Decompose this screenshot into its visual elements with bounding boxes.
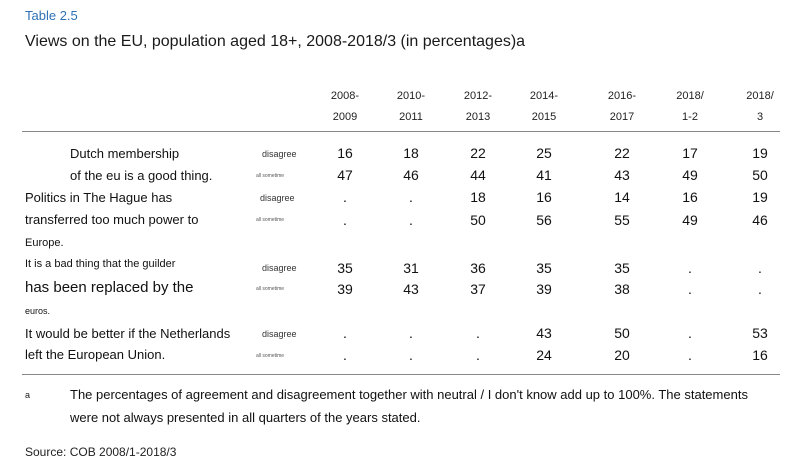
question-guilder-line3: euros. bbox=[25, 306, 51, 316]
table-cell: 24 bbox=[536, 347, 552, 363]
table-cell: . bbox=[409, 347, 413, 363]
column-header-2008-2009 bbox=[325, 86, 365, 128]
table-cell: 50 bbox=[470, 212, 486, 228]
agree-tag: all sometime bbox=[256, 217, 285, 223]
column-header-2018-1-2 bbox=[670, 86, 710, 128]
table-cell: 22 bbox=[470, 145, 486, 161]
footnote-line2: were not always presented in all quarters of the years stated. bbox=[70, 410, 421, 425]
table-cell: 44 bbox=[470, 167, 486, 183]
source-note: Source: COB 2008/1-2018/3 bbox=[25, 445, 177, 459]
table-cell: 50 bbox=[614, 325, 630, 341]
table-cell: 50 bbox=[752, 167, 768, 183]
column-header-line1: 2010- bbox=[396, 90, 426, 102]
question-leave-line2: left the European Union. bbox=[25, 347, 166, 362]
column-header-2012-2013 bbox=[458, 86, 498, 128]
column-header-line2: 2011 bbox=[399, 111, 423, 123]
table-cell: . bbox=[343, 347, 347, 363]
table-cell: 16 bbox=[752, 347, 768, 363]
table-cell: 35 bbox=[337, 260, 353, 276]
column-header-line1: 2014- bbox=[529, 90, 559, 102]
column-header-2018-3 bbox=[740, 86, 780, 128]
table-cell: 16 bbox=[682, 189, 698, 205]
table-cell: 41 bbox=[536, 167, 552, 183]
table-cell: . bbox=[688, 325, 692, 341]
column-header-line2: 3 bbox=[756, 111, 764, 123]
table-cell: 46 bbox=[752, 212, 768, 228]
table-cell: 39 bbox=[536, 281, 552, 297]
table-title: Views on the EU, population aged 18+, 2008-2018/3 (in percentages)a bbox=[25, 33, 526, 50]
table-cell: 25 bbox=[536, 145, 552, 161]
disagree-tag: disagree bbox=[262, 149, 297, 159]
column-header-line2: 2009 bbox=[332, 111, 358, 123]
table-cell: 49 bbox=[682, 167, 698, 183]
table-cell: 14 bbox=[614, 189, 630, 205]
column-header-line2: 2013 bbox=[465, 111, 491, 123]
table-cell: . bbox=[409, 212, 413, 228]
table-cell: 19 bbox=[752, 145, 768, 161]
column-header-line1: 2012- bbox=[463, 90, 493, 102]
table-cell: 43 bbox=[403, 281, 419, 297]
table-label: Table 2.5 bbox=[25, 8, 78, 23]
table-cell: 18 bbox=[403, 145, 419, 161]
table-cell: . bbox=[688, 347, 692, 363]
table-cell: . bbox=[688, 260, 692, 276]
table-cell: 22 bbox=[614, 145, 630, 161]
table-cell: . bbox=[688, 281, 692, 297]
table-cell: . bbox=[343, 325, 347, 341]
header-rule bbox=[22, 131, 780, 132]
footer-rule bbox=[22, 374, 780, 375]
question-hague-line1: Politics in The Hague has bbox=[25, 190, 173, 205]
table-cell: 39 bbox=[337, 281, 353, 297]
disagree-tag: disagree bbox=[262, 263, 297, 273]
table-cell: 43 bbox=[536, 325, 552, 341]
table-cell: . bbox=[409, 325, 413, 341]
table-cell: 18 bbox=[470, 189, 486, 205]
table-cell: 36 bbox=[470, 260, 486, 276]
table-cell: 38 bbox=[614, 281, 630, 297]
table-cell: 46 bbox=[403, 167, 419, 183]
column-header-line1: 2016- bbox=[607, 90, 637, 102]
disagree-tag: disagree bbox=[262, 329, 297, 339]
column-header-line2: 2017 bbox=[609, 111, 635, 123]
table-cell: 56 bbox=[536, 212, 552, 228]
column-header-line1: 2008- bbox=[330, 90, 360, 102]
table-cell: . bbox=[343, 189, 347, 205]
table-cell: . bbox=[758, 260, 762, 276]
question-leave-line1: It would be better if the Netherlands bbox=[25, 326, 231, 341]
column-header-2014-2015 bbox=[524, 86, 564, 128]
table-cell: 43 bbox=[614, 167, 630, 183]
table-cell: 17 bbox=[682, 145, 698, 161]
table-cell: 49 bbox=[682, 212, 698, 228]
table-cell: . bbox=[409, 189, 413, 205]
question-hague-line3: Europe. bbox=[25, 237, 64, 249]
table-cell: . bbox=[476, 347, 480, 363]
column-header-line1: 2018/ bbox=[676, 90, 704, 102]
table-cell: . bbox=[343, 212, 347, 228]
column-header-line2: 1-2 bbox=[682, 111, 698, 123]
table-cell: 16 bbox=[536, 189, 552, 205]
agree-tag: all sometime bbox=[256, 286, 285, 292]
table-cell: 47 bbox=[337, 167, 353, 183]
table-cell: 20 bbox=[614, 347, 630, 363]
table-cell: . bbox=[758, 281, 762, 297]
disagree-tag: disagree bbox=[260, 193, 295, 203]
column-header-2010-2011 bbox=[391, 86, 431, 128]
table-cell: 19 bbox=[752, 189, 768, 205]
column-header-line1: 2018/ bbox=[746, 90, 774, 102]
table-cell: 35 bbox=[614, 260, 630, 276]
table-cell: 31 bbox=[403, 260, 419, 276]
question-membership-line2: of the eu is a good thing. bbox=[70, 168, 213, 183]
table-cell: 53 bbox=[752, 325, 768, 341]
column-header-line2: 2015 bbox=[531, 111, 557, 123]
table-cell: 16 bbox=[337, 145, 353, 161]
table-cell: 35 bbox=[536, 260, 552, 276]
agree-tag: all sometime bbox=[256, 173, 285, 179]
question-guilder-line1: It is a bad thing that the guilder bbox=[25, 258, 176, 270]
question-membership-line1: Dutch membership bbox=[70, 146, 180, 161]
question-guilder-line2: has been replaced by the bbox=[25, 279, 194, 296]
table-cell: 37 bbox=[470, 281, 486, 297]
footnote-marker: a bbox=[25, 390, 31, 400]
footnote-line1: The percentages of agreement and disagreement together with neutral / I don't know add up to 100%. The statements bbox=[70, 387, 748, 402]
column-header-2016-2017 bbox=[602, 86, 642, 128]
agree-tag: all sometime bbox=[256, 353, 285, 359]
table-cell: . bbox=[476, 325, 480, 341]
table-cell: 55 bbox=[614, 212, 630, 228]
question-hague-line2: transferred too much power to bbox=[25, 212, 199, 227]
